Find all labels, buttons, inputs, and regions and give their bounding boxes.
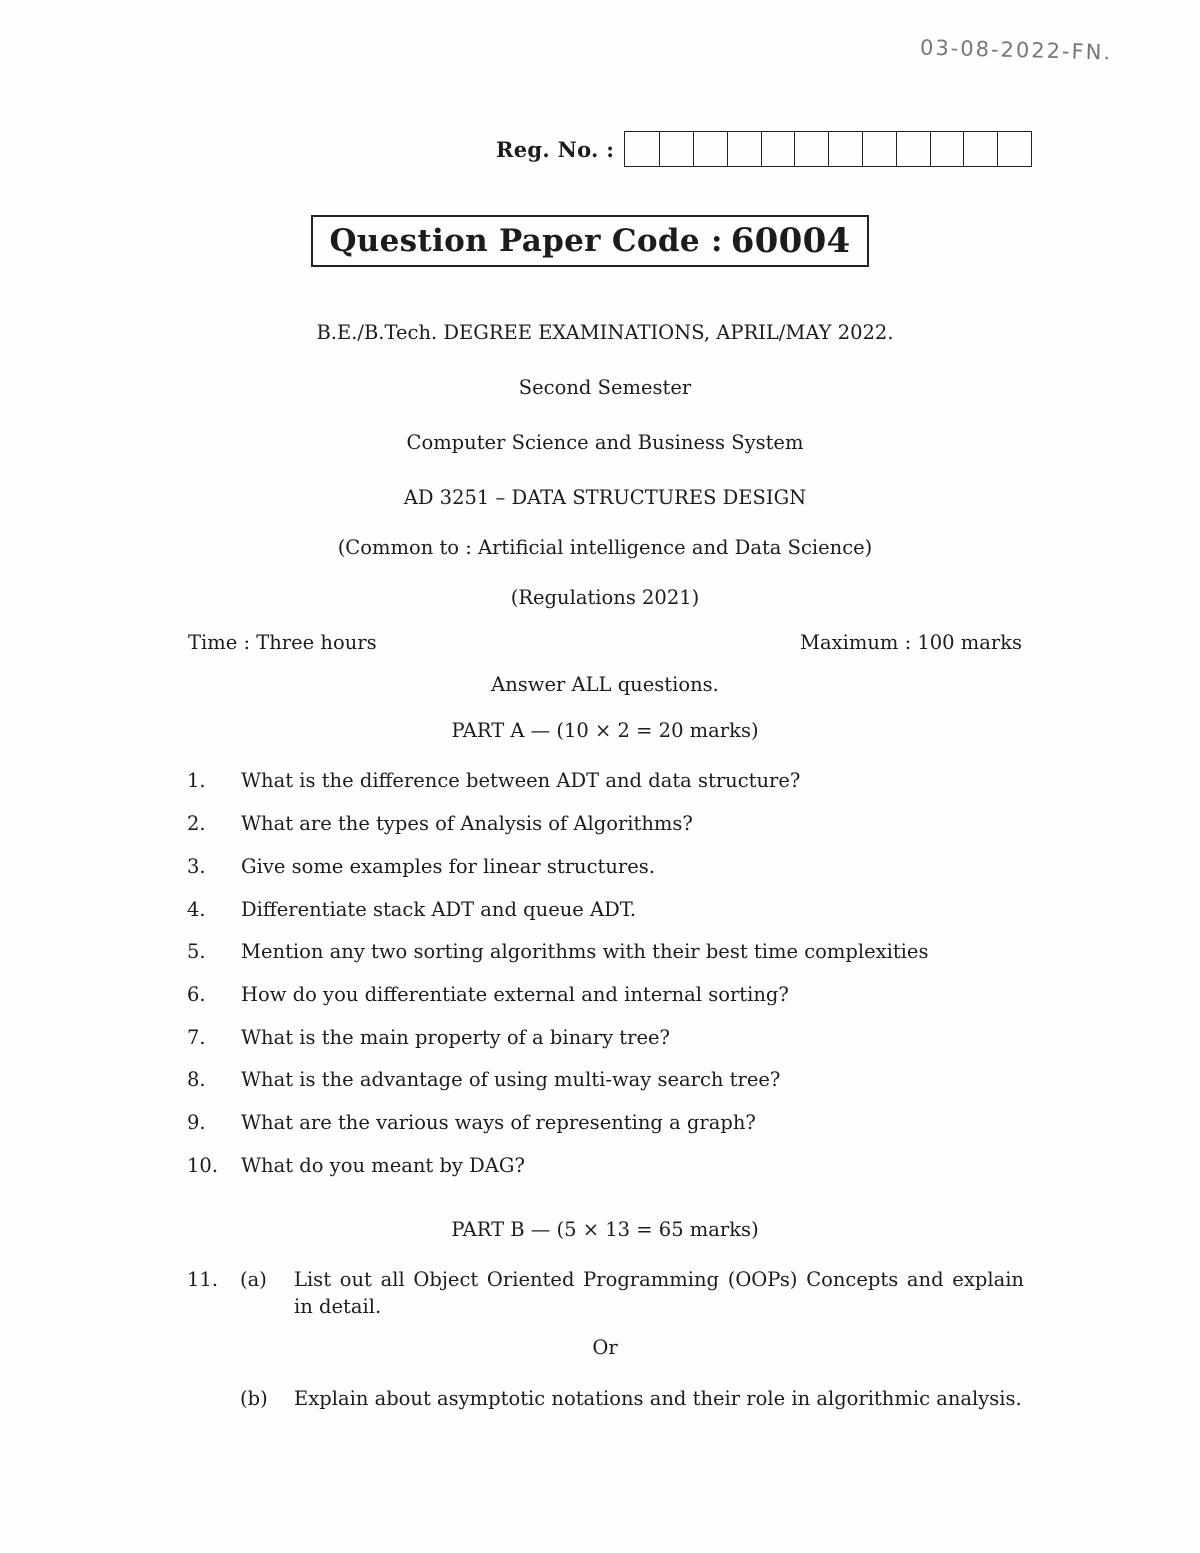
question-item <box>187 855 655 878</box>
question-number: 9. <box>187 1111 206 1134</box>
question-item <box>187 983 789 1006</box>
question-text: Mention any two sorting algorithms with their best time complexities <box>241 940 929 963</box>
sub-question-label: (b) <box>240 1387 268 1410</box>
question-item <box>187 1068 780 1091</box>
question-item <box>187 812 693 835</box>
subject-title: AD 3251 – DATA STRUCTURES DESIGN <box>403 486 807 509</box>
instruction: Answer ALL questions. <box>491 673 719 696</box>
reg-no-box <box>930 132 964 166</box>
reg-no-box <box>625 132 659 166</box>
branch: Computer Science and Business System <box>406 431 804 454</box>
maximum-marks: Maximum : 100 marks <box>800 631 1023 654</box>
time-allowed: Time : Three hours <box>188 631 377 654</box>
common-to: (Common to : Artificial intelligence and Data Science) <box>337 536 873 559</box>
part-a-title: PART A — (10 × 2 = 20 marks) <box>451 719 759 742</box>
handwritten-date-note: 03-08-2022-FN. <box>919 35 1113 65</box>
reg-no-box <box>693 132 727 166</box>
reg-no-box <box>896 132 930 166</box>
question-text: Differentiate stack ADT and queue ADT. <box>241 898 637 921</box>
question-number: 3. <box>187 855 206 878</box>
question-text: What is the main property of a binary tree? <box>241 1026 670 1049</box>
sub-question-label: (a) <box>240 1268 267 1291</box>
question-item <box>187 1026 670 1049</box>
question-paper-code-box <box>311 215 869 267</box>
question-number: 5. <box>187 940 206 963</box>
question-item <box>187 1154 525 1177</box>
question-number: 8. <box>187 1068 206 1091</box>
question-item <box>187 940 928 963</box>
question-text: What is the advantage of using multi-way search tree? <box>241 1068 781 1091</box>
question-text: What is the difference between ADT and data structure? <box>241 769 801 792</box>
question-11b <box>187 1385 1027 1445</box>
question-text: Explain about asymptotic notations and their role in algorithmic analysis. <box>294 1387 1022 1410</box>
reg-no-box <box>794 132 828 166</box>
qp-code-label: Question Paper Code : <box>329 223 723 259</box>
reg-no-box <box>828 132 862 166</box>
question-11a <box>187 1266 1027 1326</box>
question-number: 10. <box>187 1154 219 1177</box>
question-text: What are the various ways of representing a graph? <box>241 1111 756 1134</box>
reg-no-box <box>997 132 1031 166</box>
reg-no-box <box>761 132 795 166</box>
question-number: 11. <box>187 1268 219 1291</box>
question-text: List out all Object Oriented Programming (OOPs) Concepts and explain in detail. <box>294 1268 1024 1318</box>
reg-no-boxes <box>624 131 1032 167</box>
question-number: 6. <box>187 983 206 1006</box>
question-text: Give some examples for linear structures. <box>241 855 655 878</box>
part-b-title: PART B — (5 × 13 = 65 marks) <box>451 1218 759 1241</box>
question-text: What are the types of Analysis of Algorithms? <box>241 812 693 835</box>
question-number: 1. <box>187 769 206 792</box>
question-number: 2. <box>187 812 206 835</box>
regulations: (Regulations 2021) <box>510 586 700 609</box>
or-separator: Or <box>592 1336 618 1359</box>
question-number: 4. <box>187 898 206 921</box>
reg-no-label: Reg. No. : <box>496 136 615 162</box>
semester: Second Semester <box>518 376 692 399</box>
question-item <box>187 1111 756 1134</box>
reg-no-box <box>862 132 896 166</box>
exam-title: B.E./B.Tech. DEGREE EXAMINATIONS, APRIL/MAY 2022. <box>316 321 894 344</box>
question-item <box>187 898 636 921</box>
question-number: 7. <box>187 1026 206 1049</box>
reg-no-box <box>963 132 997 166</box>
reg-no-box <box>727 132 761 166</box>
question-item <box>187 769 800 792</box>
question-text: What do you meant by DAG? <box>241 1154 525 1177</box>
question-text: How do you differentiate external and internal sorting? <box>241 983 789 1006</box>
qp-code-number: 60004 <box>730 221 851 261</box>
reg-no-box <box>659 132 693 166</box>
registration-number <box>496 131 1032 167</box>
